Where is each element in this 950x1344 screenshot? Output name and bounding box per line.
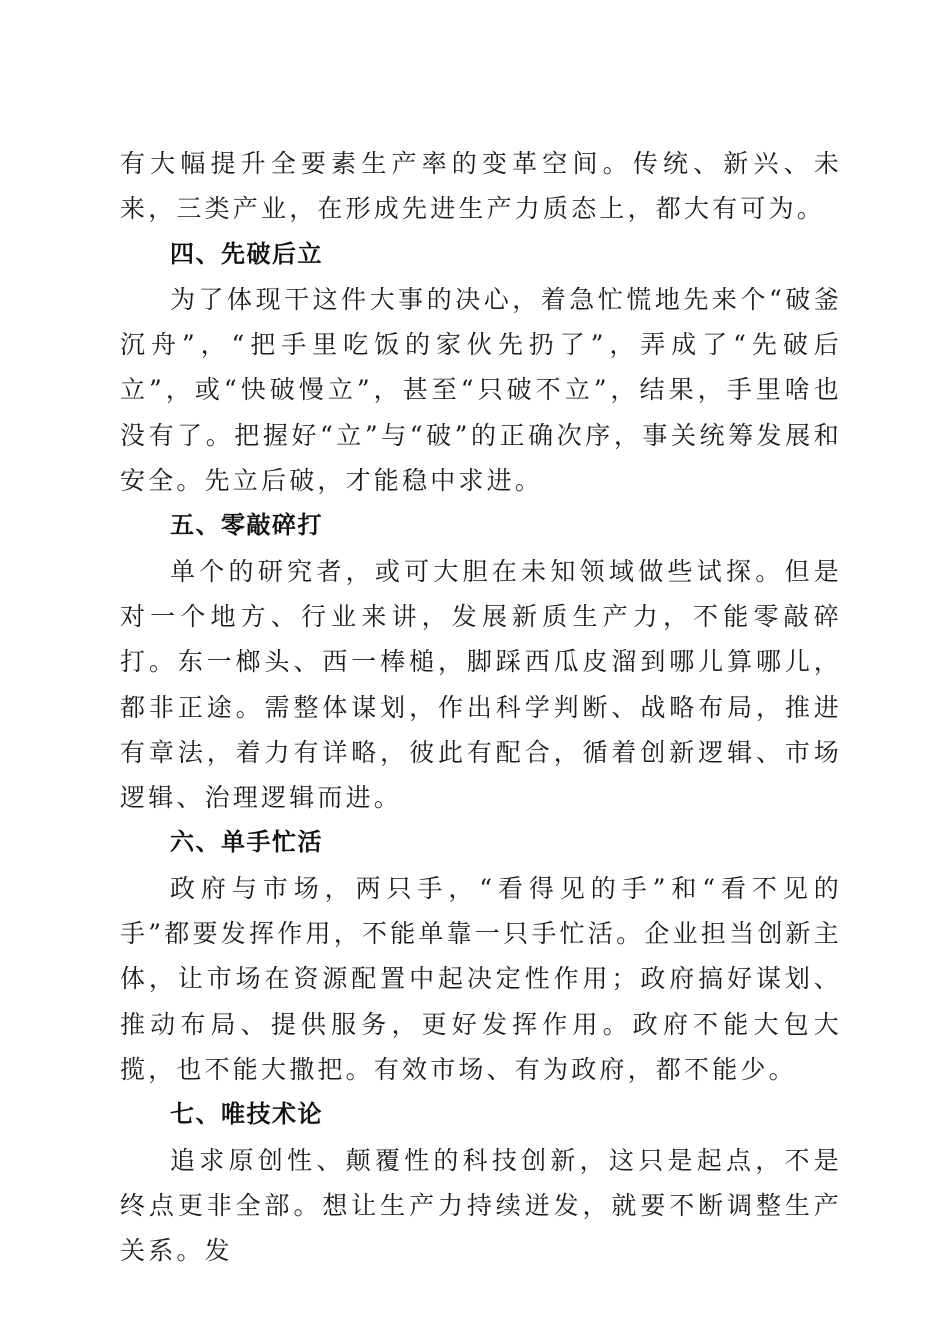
section-heading-7: 七、唯技术论 [170, 1100, 323, 1129]
document-body [120, 141, 842, 1273]
section-heading-5: 五、零敲碎打 [170, 511, 323, 540]
section-paragraph-5: 单个的研究者，或可大胆在未知领域做些试探。但是对一个地方、行业来讲，发展新质生产力，不能零敲碎打。东一榔头、西一棒槌，脚踩西瓜皮溜到哪儿算哪儿，都非正途。需整体谋划，作出科学判断、战略布局，推进有章法，着力有详略，彼此有配合，循着创新逻辑、市场逻辑、治理逻辑而进。 [120, 556, 842, 813]
intro-paragraph: 有大幅提升全要素生产率的变革空间。传统、新兴、未来，三类产业，在形成先进生产力质态上，都大有可为。 [120, 149, 842, 224]
section-paragraph-4: 为了体现干这件大事的决心，着急忙慌地先来个“破釜沉舟”，“把手里吃饭的家伙先扔了”，弄成了“先破后立”，或“快破慢立”，甚至“只破不立”，结果，手里啥也没有了。把握好“立”与“破”的正确次序，事关统筹发展和安全。先立后破，才能稳中求进。 [120, 284, 842, 496]
section-heading-6: 六、单手忙活 [170, 828, 323, 857]
section-paragraph-6: 政府与市场，两只手，“看得见的手”和“看不见的手”都要发挥作用，不能单靠一只手忙活。企业担当创新主体，让市场在资源配置中起决定性作用；政府搞好谋划、推动布局、提供服务，更好发挥作用。政府不能大包大揽，也不能大撒把。有效市场、有为政府，都不能少。 [120, 873, 842, 1084]
section-heading-4: 四、先破后立 [170, 239, 323, 268]
section-paragraph-7: 追求原创性、颠覆性的科技创新，这只是起点，不是终点更非全部。想让生产力持续迸发，就要不断调整生产关系。发 [120, 1145, 842, 1266]
